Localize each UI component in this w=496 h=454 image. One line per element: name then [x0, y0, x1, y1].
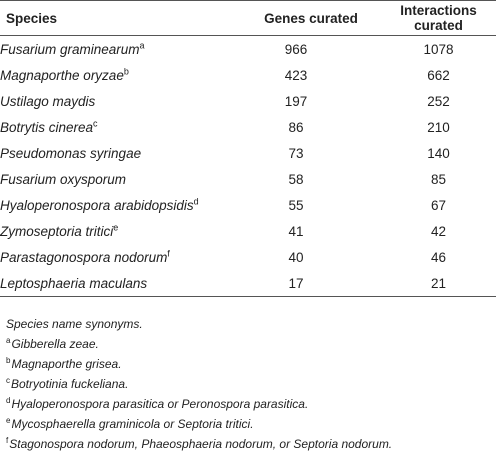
- cell-genes-curated: 40: [288, 249, 304, 265]
- footnote-marker: e: [113, 222, 119, 232]
- footnote: [6, 334, 490, 354]
- species-name: Magnaporthe oryzae: [0, 67, 124, 83]
- footnote-text: Botryotinia fuckeliana.: [11, 377, 129, 391]
- cell-species: [0, 62, 211, 88]
- cell-interactions-curated: 1078: [423, 41, 454, 57]
- cell-species: [0, 244, 211, 270]
- cell-species: [0, 270, 211, 297]
- species-name: Botrytis cinerea: [0, 119, 94, 135]
- cell-genes-curated: 58: [288, 171, 304, 187]
- species-name: Pseudomonas syringae: [0, 145, 142, 161]
- footnote-text: Gibberella zeae.: [11, 337, 99, 351]
- cell-species: [0, 88, 211, 114]
- cell-interactions-curated: 42: [430, 223, 447, 239]
- cell-genes-curated: 41: [288, 223, 304, 239]
- footnote-mark: f: [6, 436, 9, 445]
- cell-genes-curated: 197: [284, 93, 308, 109]
- cell-interactions-curated: 662: [427, 67, 450, 83]
- cell-interactions-curated: 67: [430, 197, 447, 213]
- table-row: [0, 218, 496, 244]
- species-name: Parastagonospora nodorum: [0, 249, 168, 265]
- footnote-marker: b: [123, 66, 129, 76]
- table-row: [0, 192, 496, 218]
- cell-species: [0, 166, 211, 192]
- cell-genes-curated: 73: [288, 145, 304, 161]
- footnote-mark: e: [6, 416, 11, 425]
- species-name: Leptosphaeria maculans: [0, 275, 148, 291]
- footnote-mark: a: [6, 336, 11, 345]
- table-row: [0, 62, 496, 88]
- table-body: [0, 36, 496, 297]
- footnote-marker: c: [93, 118, 98, 128]
- table-row: [0, 88, 496, 114]
- footnote: [6, 354, 490, 374]
- cell-interactions-curated: 21: [381, 270, 496, 297]
- footnote-mark: b: [6, 356, 11, 365]
- footnote: [6, 374, 490, 394]
- cell-genes-curated: 86: [288, 119, 304, 135]
- table-row: [0, 166, 496, 192]
- cell-genes-curated: 55: [288, 197, 304, 213]
- table-notes: [6, 314, 490, 454]
- header-species: Species: [0, 1, 211, 36]
- header-row: [0, 1, 496, 36]
- species-name: Fusarium graminearum: [0, 41, 140, 57]
- cell-interactions-curated: 210: [427, 119, 450, 135]
- header-genes-curated: Genes curated: [211, 1, 381, 36]
- footnote: [6, 394, 490, 414]
- footnote-text: Hyaloperonospora parasitica or Peronospora parasitica.: [11, 397, 309, 411]
- species-name: Fusarium oxysporum: [0, 171, 127, 187]
- cell-genes-curated: 966: [284, 41, 308, 57]
- footnote: [6, 434, 490, 454]
- cell-species: [0, 114, 211, 140]
- footnote-marker: a: [139, 40, 145, 50]
- cell-interactions-curated: 140: [427, 145, 450, 161]
- species-name: Ustilago maydis: [0, 93, 96, 109]
- species-name: Hyaloperonospora arabidopsidis: [0, 197, 194, 213]
- cell-species: [0, 140, 211, 166]
- footnote-text: Stagonospora nodorum, Phaeosphaeria nodorum, or Septoria nodorum.: [9, 437, 393, 451]
- table-row: [0, 114, 496, 140]
- footnote-marker: f: [167, 248, 170, 258]
- table-row: [0, 140, 496, 166]
- cell-interactions-curated: 85: [430, 171, 447, 187]
- table-row: [0, 36, 496, 63]
- cell-genes-curated: 423: [284, 67, 308, 83]
- cell-interactions-curated: 46: [430, 249, 447, 265]
- footnote-mark: c: [6, 376, 10, 385]
- cell-genes-curated: 17: [211, 270, 381, 297]
- notes-intro: Species name synonyms.: [6, 317, 143, 331]
- header-interactions-curated: Interactions curated: [381, 1, 496, 36]
- table-row: [0, 270, 496, 297]
- footnote-marker: d: [193, 196, 199, 206]
- footnote-mark: d: [6, 396, 11, 405]
- table-row: [0, 244, 496, 270]
- footnote-text: Magnaporthe grisea.: [11, 357, 122, 371]
- cell-species: [0, 192, 211, 218]
- cell-interactions-curated: 252: [427, 93, 450, 109]
- footnote: [6, 414, 490, 434]
- footnote-text: Mycosphaerella graminicola or Septoria tritici.: [11, 417, 254, 431]
- footnote-list: [6, 334, 490, 454]
- species-name: Zymoseptoria tritici: [0, 223, 114, 239]
- cell-species: [0, 218, 211, 244]
- cell-species: [0, 36, 211, 63]
